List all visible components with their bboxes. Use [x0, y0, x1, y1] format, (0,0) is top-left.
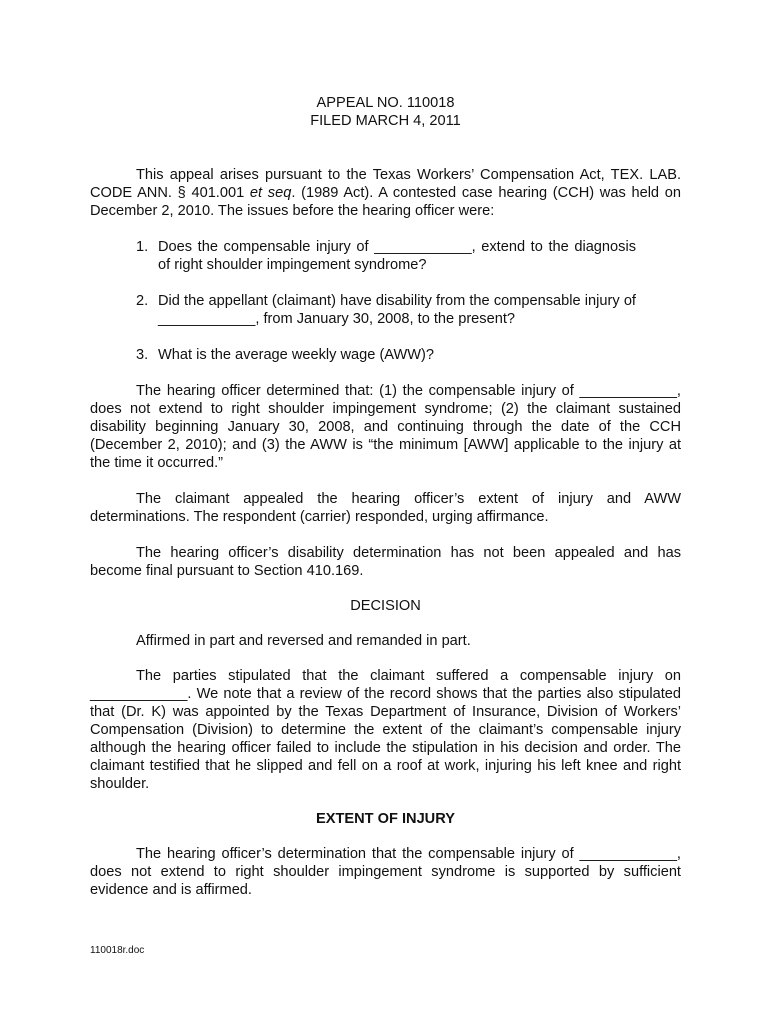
issues-list: [90, 238, 681, 364]
footer-filename: 110018r.doc: [90, 945, 145, 956]
issue-item: [90, 238, 681, 274]
stipulation-paragraph: The parties stipulated that the claimant suffered a compensable injury on ____________. We note that a review of the record shows that the parties also stipulated that (Dr. K) was appointed by the Texas Department of Insurance, Division of Workers’ Compensation (Division) to determine the extent of the claimant’s compensable injury although the hearing officer failed to include the stipulation in his decision and order. The claimant testified that he slipped and fell on a roof at work, injuring his left knee and right shoulder.: [90, 668, 681, 792]
document-body: [90, 94, 681, 899]
issue-item: [90, 292, 681, 328]
extent-of-injury-heading: EXTENT OF INJURY: [316, 811, 455, 827]
decision-heading: DECISION: [350, 598, 421, 614]
intro-italic-term: et seq: [249, 185, 292, 201]
issue-item: [90, 346, 681, 364]
issue-text: What is the average weekly wage (AWW)?: [158, 347, 435, 363]
issue-number: 2.: [136, 293, 149, 309]
appeal-paragraph: The claimant appealed the hearing officer’s extent of injury and AWW determinations. The respondent (carrier) responded, urging affirmance.: [90, 491, 681, 525]
filed-date: FILED MARCH 4, 2011: [310, 113, 461, 129]
extent-of-injury-paragraph: The hearing officer’s determination that the compensable injury of ____________, does not extend to right shoulder impingement syndrome is supported by sufficient evidence and is affirmed.: [90, 846, 681, 898]
issue-text: Did the appellant (claimant) have disability from the compensable injury of ____________, from January 30, 2008, to the present?: [158, 293, 636, 327]
intro-text-start: This appeal arises pursuant to the Texas Workers’ Compensation Act, TEX. LAB. CODE ANN. § 401.001: [90, 167, 681, 201]
determination-paragraph: The hearing officer determined that: (1) the compensable injury of ____________, does not extend to right shoulder impingement syndrome; (2) the claimant sustained disability beginning January 30, 2008, and continuing through the date of the CCH (December 2, 2010); and (3) the AWW is “the minimum [AWW] applicable to the injury at the time it occurred.”: [90, 383, 681, 471]
issue-number: 1.: [136, 239, 149, 255]
appeal-number: APPEAL NO. 110018: [316, 95, 455, 111]
issue-text: Does the compensable injury of ____________, extend to the diagnosis of right shoulder impingement syndrome?: [158, 239, 636, 273]
ruling-paragraph: Affirmed in part and reversed and remanded in part.: [136, 633, 471, 649]
disability-final-paragraph: The hearing officer’s disability determination has not been appealed and has become final pursuant to Section 410.169.: [90, 545, 681, 579]
intro-paragraph: [90, 166, 681, 220]
issue-number: 3.: [136, 347, 149, 363]
intro-text-end: . (1989 Act). A contested case hearing (CCH) was held on December 2, 2010. The issues before the hearing officer were:: [90, 185, 681, 219]
